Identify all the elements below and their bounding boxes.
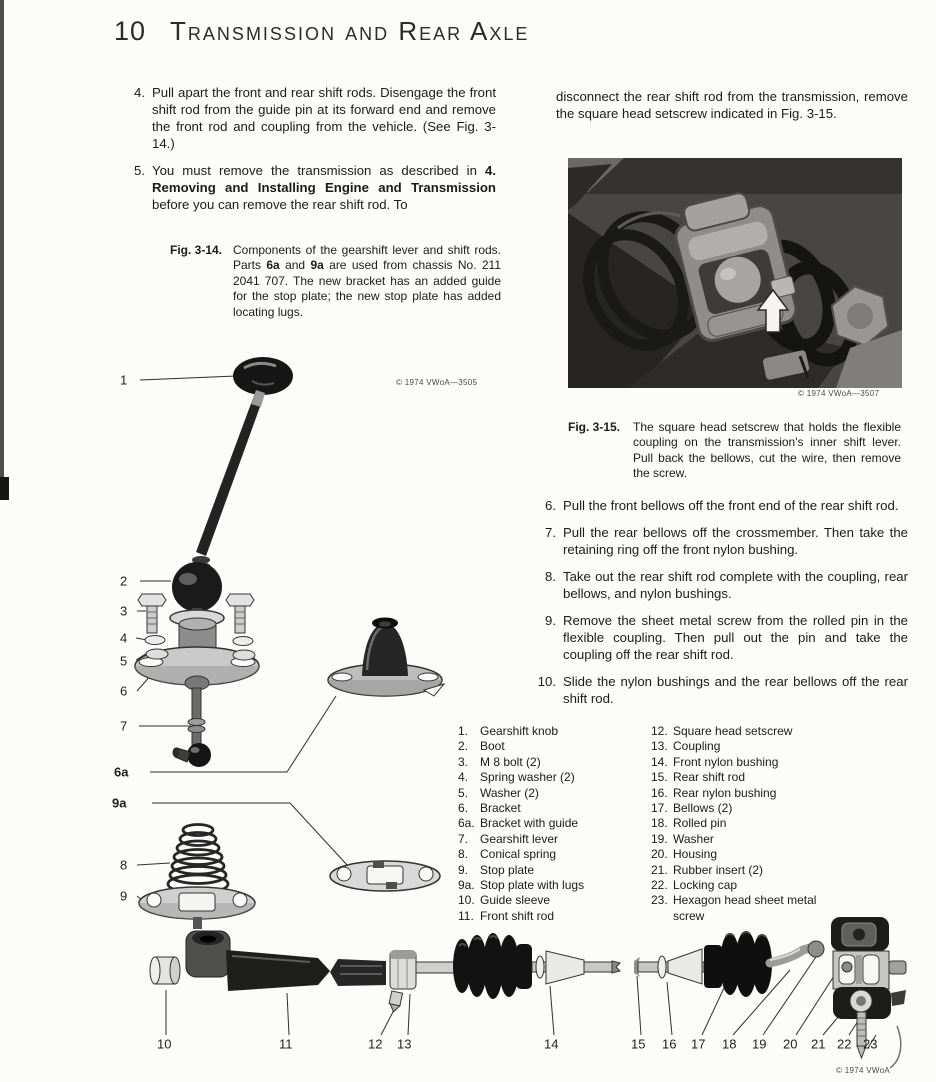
callout-6a: 6a xyxy=(114,764,129,780)
callout-9: 9 xyxy=(120,888,128,904)
part-label: Bracket with guide xyxy=(480,816,579,831)
gearshift-lever-shaft xyxy=(189,390,265,572)
step-text: Pull apart the front and rear shift rods. Disengage the front shift rod from the guide pin at its forward end and remove the front rod and coupling from the vehicle. (See Fig. 3-14.) xyxy=(152,85,496,151)
diagram-credit: © 1974 VWoA—3505 xyxy=(396,378,478,387)
step-number: 5. xyxy=(134,163,145,178)
part-label: Spring washer (2) xyxy=(480,770,575,785)
part-number: 13. xyxy=(651,739,668,754)
part-number: 8. xyxy=(458,847,469,862)
callout-3: 3 xyxy=(120,603,128,619)
step-text: Pull the front bellows off the front end of the rear shift rod. xyxy=(563,498,899,513)
part-label: Washer (2) xyxy=(480,785,539,800)
part-label: Stop plate xyxy=(480,862,535,877)
part-label: Locking cap xyxy=(673,878,738,893)
callout-8: 8 xyxy=(120,857,128,873)
part-label: Gearshift knob xyxy=(480,724,559,738)
rear-shift-rod-rear xyxy=(634,949,704,984)
part-item xyxy=(458,739,630,754)
callout-7: 7 xyxy=(120,718,128,734)
callout-9a: 9a xyxy=(112,795,127,811)
part-item xyxy=(651,801,833,816)
step-8 xyxy=(530,568,910,602)
procedure-steps-left xyxy=(128,84,508,223)
step-number: 10. xyxy=(537,674,556,689)
part-number: 20. xyxy=(651,847,668,862)
part-number: 19. xyxy=(651,831,668,846)
part-label: Rubber insert (2) xyxy=(673,862,764,877)
conical-spring xyxy=(168,825,228,894)
scan-edge-tab xyxy=(0,477,9,500)
rear-shift-rod-front xyxy=(532,951,620,984)
cross-reference-bold: 4. Removing and Installing Engine and Transmission xyxy=(152,163,496,195)
fig-3-15-photo xyxy=(568,158,902,388)
callout-2: 2 xyxy=(120,573,128,589)
part-label: Front nylon bushing xyxy=(673,754,779,769)
part-number: 7. xyxy=(458,831,469,846)
part-label: M 8 bolt (2) xyxy=(480,754,541,769)
callout-5: 5 xyxy=(120,653,128,669)
part-item xyxy=(458,724,630,739)
step-7 xyxy=(530,524,910,558)
part-number: 5. xyxy=(458,785,469,800)
part-number: 10. xyxy=(458,893,475,908)
step-text-post: before you can remove the rear shift rod. To xyxy=(152,197,408,212)
part-item xyxy=(651,847,833,862)
step-4 xyxy=(128,84,508,152)
callout-20: 20 xyxy=(783,1036,798,1052)
part-label: Rear shift rod xyxy=(673,770,746,785)
part-item xyxy=(651,724,833,739)
part-item xyxy=(458,847,630,862)
part-item xyxy=(458,770,630,785)
fig-3-14-exploded-diagram xyxy=(110,352,462,930)
gearshift-lever-lower xyxy=(173,676,212,767)
part-label: Square head setscrew xyxy=(673,724,793,738)
callout-16: 16 xyxy=(662,1036,677,1052)
part-item xyxy=(651,755,833,770)
photo-credit: © 1974 VWoA—3507 xyxy=(798,389,880,398)
figure-label: Fig. 3-14. xyxy=(170,243,223,257)
fig-3-14-caption xyxy=(170,243,501,320)
step-number: 4. xyxy=(134,85,145,100)
callout-14: 14 xyxy=(544,1036,559,1052)
scan-artifact xyxy=(890,1026,901,1068)
boot-ball xyxy=(170,562,224,626)
part-label: Rolled pin xyxy=(673,816,727,831)
front-nylon-bushing xyxy=(546,951,584,984)
part-number: 2. xyxy=(458,739,469,754)
callout-19: 19 xyxy=(752,1036,767,1052)
stop-plate-with-lugs xyxy=(330,861,440,891)
part-number: 9a. xyxy=(458,878,475,893)
rear-bellows xyxy=(704,931,772,997)
part-number: 9. xyxy=(458,862,469,877)
step-text xyxy=(152,162,496,213)
part-item xyxy=(458,832,630,847)
step-text-pre: You must remove the transmission as described in xyxy=(152,163,477,178)
part-number: 17. xyxy=(651,801,668,816)
part-label: Bracket xyxy=(480,801,521,816)
callout-13: 13 xyxy=(397,1036,412,1052)
part-number: 12. xyxy=(651,724,668,738)
part-label: Housing xyxy=(673,847,718,862)
step-text: Take out the rear shift rod complete with the coupling, rear bellows, and nylon bushings. xyxy=(563,569,908,601)
part-item xyxy=(458,893,630,908)
part-ref-6a: 6a xyxy=(266,258,280,273)
step-text: Remove the sheet metal screw from the rolled pin in the flexible coupling. Then pull out the pin and take the coupling off the rear shift rod. xyxy=(563,613,908,662)
part-item xyxy=(458,786,630,801)
part-number: 14. xyxy=(651,754,668,769)
step-number: 9. xyxy=(545,613,556,628)
part-label: Bellows (2) xyxy=(673,801,733,816)
part-item xyxy=(458,801,630,816)
figure-label: Fig. 3-15. xyxy=(568,420,621,434)
step-6 xyxy=(530,497,910,514)
front-shift-rod xyxy=(186,931,386,991)
part-item xyxy=(651,832,833,847)
part-label: Guide sleeve xyxy=(480,893,551,908)
procedure-steps-right xyxy=(530,497,910,717)
callout-11: 11 xyxy=(279,1036,293,1052)
callout-12: 12 xyxy=(368,1036,383,1052)
part-number: 3. xyxy=(458,754,469,769)
caption-pre: Components of the gearshift lever and shift rods. Parts xyxy=(233,243,501,273)
part-ref-9a: 9a xyxy=(310,258,324,273)
part-item xyxy=(458,755,630,770)
part-number: 18. xyxy=(651,816,668,831)
part-label: Boot xyxy=(480,739,505,754)
part-item xyxy=(651,770,833,785)
part-label: Front shift rod xyxy=(480,908,555,923)
part-number: 11. xyxy=(458,908,474,923)
part-item xyxy=(458,816,630,831)
bottom-diagram-credit: © 1974 VWoA xyxy=(836,1066,890,1075)
part-number: 15. xyxy=(651,770,668,785)
caption-text: The square head setscrew that holds the flexible coupling on the transmission's inner shift lever. Pull back the bellows, cut the wire, then remove the screw. xyxy=(633,420,901,481)
part-item xyxy=(651,739,833,754)
callout-21: 21 xyxy=(811,1036,826,1052)
part-number: 16. xyxy=(651,785,668,800)
callout-4: 4 xyxy=(120,630,128,646)
part-item xyxy=(651,816,833,831)
part-label: Stop plate with lugs xyxy=(480,878,585,893)
part-number: 6. xyxy=(458,801,469,816)
step-10 xyxy=(530,673,910,707)
part-number: 4. xyxy=(458,770,469,785)
guide-sleeve xyxy=(150,957,180,984)
part-item xyxy=(458,863,630,878)
bracket-with-guide xyxy=(328,618,444,697)
callout-23: 23 xyxy=(863,1036,878,1052)
continuation-paragraph: disconnect the rear shift rod from the transmission, remove the square head setscrew indicated in Fig. 3-15. xyxy=(556,89,908,121)
part-item xyxy=(651,863,833,878)
part-number: 21. xyxy=(651,862,668,877)
step-number: 8. xyxy=(545,569,556,584)
shift-rod-exploded-diagram xyxy=(118,915,918,1082)
step-number: 6. xyxy=(545,498,556,513)
part-number: 6a. xyxy=(458,816,475,831)
part-item xyxy=(651,786,833,801)
rear-nylon-bushing xyxy=(668,949,702,984)
caption-text xyxy=(233,243,501,320)
page-header xyxy=(114,16,529,47)
part-item xyxy=(651,878,833,893)
callout-6: 6 xyxy=(120,683,128,699)
step-5 xyxy=(128,162,508,213)
part-number: 1. xyxy=(458,724,469,738)
step-text: Pull the rear bellows off the crossmember. Then take the retaining ring off the front nylon bushing. xyxy=(563,525,908,557)
part-label: Coupling xyxy=(673,739,721,754)
scan-edge-strip xyxy=(0,0,4,497)
rod-end-and-pin xyxy=(770,941,824,963)
gearshift-exploded-art xyxy=(110,352,462,930)
callout-15: 15 xyxy=(631,1036,646,1052)
part-label: Washer xyxy=(673,831,714,846)
caption-mid: and xyxy=(285,258,306,273)
callout-18: 18 xyxy=(722,1036,737,1052)
gearshift-knob xyxy=(233,357,293,395)
part-label: Rear nylon bushing xyxy=(673,785,777,800)
callout-10: 10 xyxy=(157,1036,172,1052)
step-text: Slide the nylon bushings and the rear bellows off the rear shift rod. xyxy=(563,674,908,706)
callout-1: 1 xyxy=(120,372,128,388)
housing-assembly xyxy=(831,917,906,1019)
caption-post: are used from chassis No. 211 2041 707. The new bracket has an added guide for the stop plate; the new stop plate has added locating lugs. xyxy=(233,258,501,319)
part-label: Gearshift lever xyxy=(480,831,559,846)
parts-list-col2 xyxy=(651,724,833,924)
page-number: 10 xyxy=(114,16,147,46)
parts-list-col1 xyxy=(458,724,630,924)
page-title: Transmission and Rear Axle xyxy=(170,16,530,46)
front-bellows xyxy=(453,933,532,999)
callout-17: 17 xyxy=(691,1036,706,1052)
callout-22: 22 xyxy=(837,1036,852,1052)
part-number: 22. xyxy=(651,878,668,893)
step-9 xyxy=(530,612,910,663)
coupling-and-setscrew xyxy=(388,951,416,1013)
part-number: 23. xyxy=(651,893,668,908)
part-item xyxy=(458,878,630,893)
part-label: Hexagon head sheet metal screw xyxy=(673,893,817,923)
step-number: 7. xyxy=(545,525,556,540)
shift-rod-art xyxy=(118,915,918,1082)
coupling-photo-art xyxy=(568,158,902,388)
part-label: Conical spring xyxy=(480,847,557,862)
fig-3-15-caption xyxy=(568,420,901,482)
